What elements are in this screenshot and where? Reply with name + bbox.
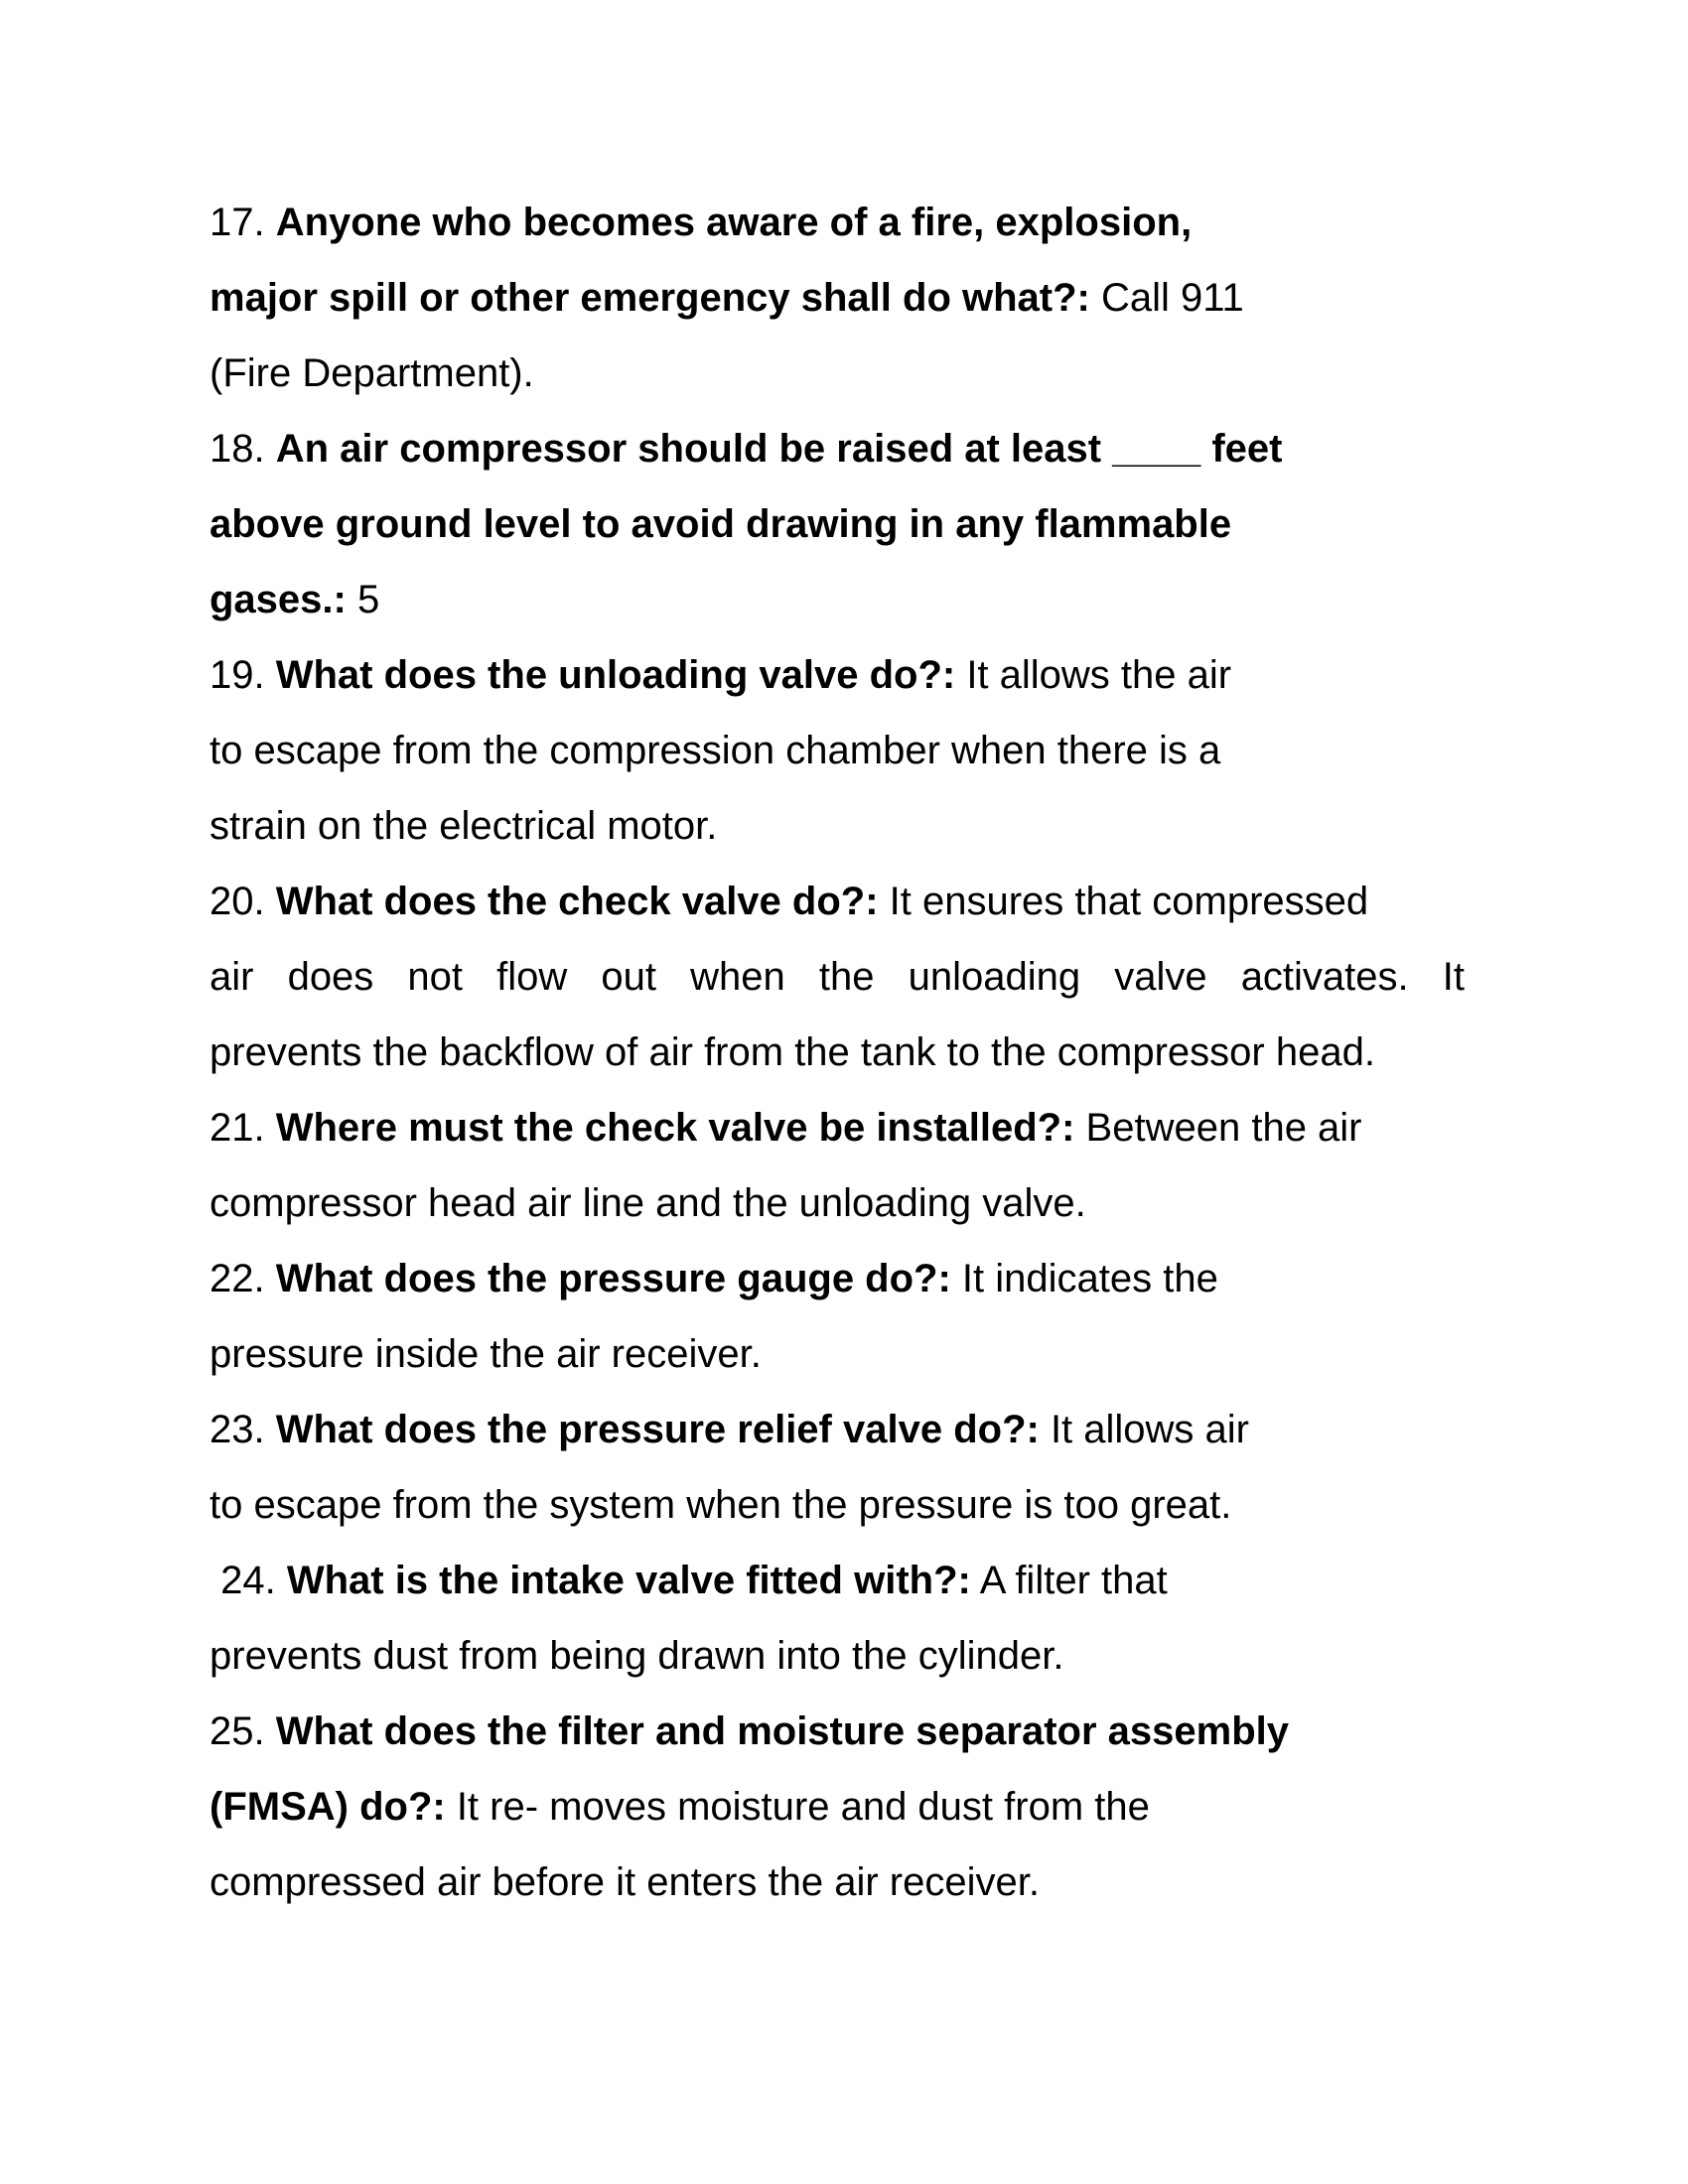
answer-text: It re- moves moisture and dust from the [445, 1785, 1150, 1829]
text-line [210, 864, 1465, 939]
question-text: Anyone who becomes aware of a fire, explosion, [275, 201, 1193, 244]
answer-text: compressed air before it enters the air receiver. [210, 1860, 1040, 1904]
question-text: What does the pressure relief valve do?: [275, 1408, 1040, 1451]
text-line [210, 1844, 1465, 1920]
answer-text: compressor head air line and the unloading valve. [210, 1181, 1086, 1225]
answer-text: pressure inside the air receiver. [210, 1332, 762, 1376]
text-line [210, 1769, 1465, 1844]
text-line [210, 1316, 1465, 1392]
answer-text: 5 [346, 578, 380, 621]
text-line [210, 1694, 1465, 1769]
text-line [210, 939, 1465, 1015]
item-number: 19. [210, 653, 276, 697]
text-line [210, 713, 1465, 788]
text-line [210, 486, 1465, 562]
text-line [210, 1467, 1465, 1543]
question-text: What does the filter and moisture separator assembly [275, 1709, 1289, 1753]
item-number: 23. [210, 1408, 276, 1451]
text-line [210, 260, 1465, 336]
question-text: An air compressor should be raised at least ____ feet [275, 427, 1283, 471]
question-text: What does the check valve do?: [275, 880, 879, 923]
text-line [210, 788, 1465, 864]
text-line [210, 1241, 1465, 1316]
item-number: 25. [210, 1709, 276, 1753]
answer-text: prevents dust from being drawn into the cylinder. [210, 1634, 1064, 1678]
text-line [210, 1165, 1465, 1241]
answer-text: A filter that [970, 1559, 1168, 1602]
text-line [210, 411, 1465, 486]
text-line [210, 562, 1465, 637]
text-line [210, 185, 1465, 260]
question-text: above ground level to avoid drawing in any flammable [210, 502, 1232, 546]
question-text: What does the pressure gauge do?: [275, 1257, 951, 1300]
question-text: Where must the check valve be installed?: [275, 1106, 1075, 1150]
answer-text: It allows the air [955, 653, 1232, 697]
answer-text: to escape from the system when the pressure is too great. [210, 1483, 1232, 1527]
answer-text: Between the air [1074, 1106, 1362, 1150]
answer-text: strain on the electrical motor. [210, 804, 718, 848]
question-text: What is the intake valve fitted with?: [286, 1559, 971, 1602]
item-number: 18. [210, 427, 276, 471]
answer-text: It allows air [1039, 1408, 1249, 1451]
answer-text: prevents the backflow of air from the tank to the compressor head. [210, 1030, 1375, 1074]
item-number: 17. [210, 201, 276, 244]
answer-text: It indicates the [950, 1257, 1218, 1300]
item-number: 24. [210, 1559, 287, 1602]
text-line [210, 1015, 1465, 1090]
item-number: 22. [210, 1257, 276, 1300]
item-number: 21. [210, 1106, 276, 1150]
question-text: gases.: [210, 578, 347, 621]
answer-text: Call 911 [1089, 276, 1244, 320]
text-line [210, 1392, 1465, 1467]
question-text: major spill or other emergency shall do what?: [210, 276, 1090, 320]
answer-text: It ensures that compressed [878, 880, 1369, 923]
text-line [210, 1543, 1465, 1618]
item-number: 20. [210, 880, 276, 923]
text-line [210, 336, 1465, 411]
text-line [210, 1090, 1465, 1165]
answer-text: air does not flow out when the unloading valve activates. It [210, 955, 1465, 999]
answer-text: (Fire Department). [210, 351, 534, 395]
text-line [210, 637, 1465, 713]
text-line [210, 1618, 1465, 1694]
answer-text: to escape from the compression chamber when there is a [210, 729, 1221, 772]
question-text: (FMSA) do?: [210, 1785, 446, 1829]
document-page [210, 185, 1465, 1920]
question-text: What does the unloading valve do?: [275, 653, 956, 697]
